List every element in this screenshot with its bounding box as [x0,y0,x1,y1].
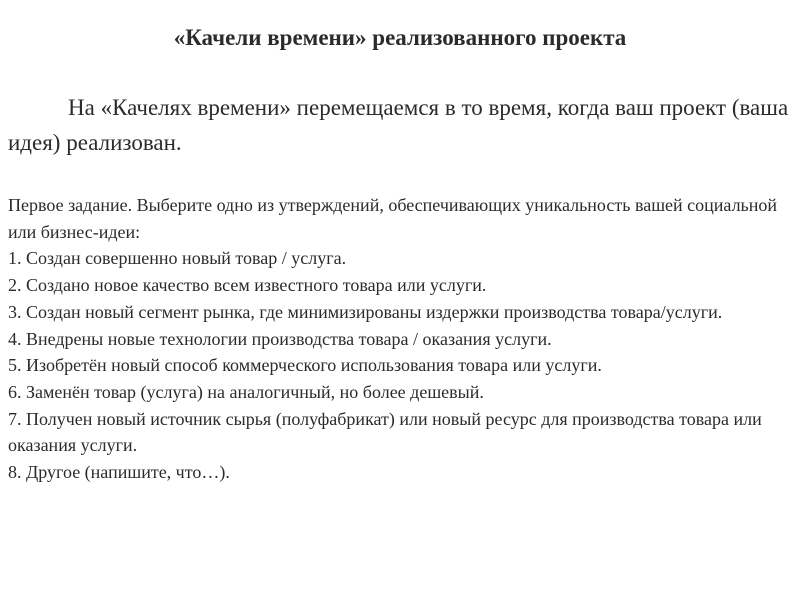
task-option-3: 3. Создан новый сегмент рынка, где минимизированы издержки производства товара/услуги. [8,301,723,322]
intro-paragraph: На «Качелях времени» перемещаемся в то время, когда ваш проект (ваша идея) реализован. [8,95,789,155]
task-option-1: 1. Создан совершенно новый товар / услуга. [8,248,347,269]
task-block [8,192,792,486]
task-option-7: 7. Получен новый источник сырья (полуфабрикат) или новый ресурс для производства товара или оказания услуги. [8,408,762,456]
task-option-2: 2. Создано новое качество всем известного товара или услуги. [8,275,487,296]
task-option-4: 4. Внедрены новые технологии производства товара / оказания услуги. [8,328,552,349]
task-option-8: 8. Другое (напишите, что…). [8,462,230,483]
slide-title: «Качели времени» реализованного проекта [173,25,627,50]
task-option-6: 6. Заменён товар (услуга) на аналогичный, но более дешевый. [8,381,484,402]
task-options-list [8,245,792,485]
task-heading: Первое задание. Выберите одно из утверждений, обеспечивающих уникальность вашей социальной или бизнес-идеи: [8,195,778,242]
task-option-5: 5. Изобретён новый способ коммерческого использования товара или услуги. [8,355,602,376]
